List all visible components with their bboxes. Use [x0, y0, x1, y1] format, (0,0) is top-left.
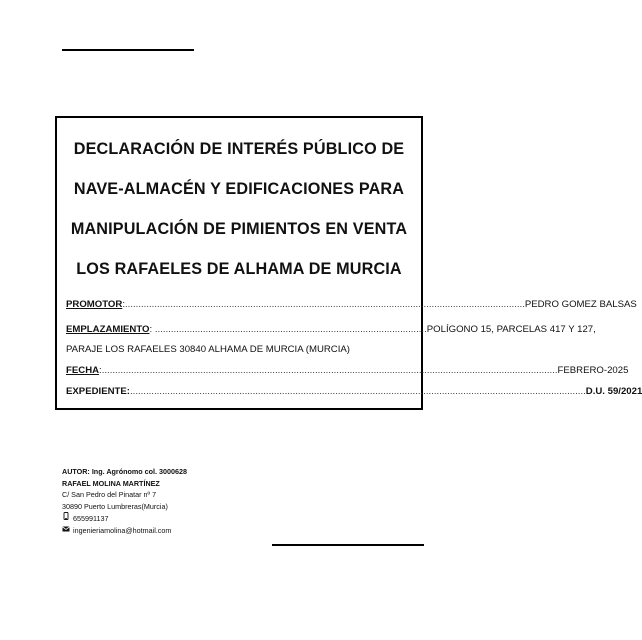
- author-email[interactable]: ingenieriamolina@hotmail.com: [73, 525, 172, 535]
- envelope-icon: [62, 525, 70, 537]
- promotor-field: PROMOTOR : ...................................................................................................................................................... PEDRO GOMEZ BALSAS: [66, 299, 637, 310]
- title-line-2: NAVE-ALMACÉN Y EDIFICACIONES PARA: [73, 180, 405, 198]
- emplazamiento-value: POLÍGONO 15, PARCELAS 417 Y 127,: [426, 324, 596, 335]
- fecha-field: FECHA : ........................................................................................................................................................................... FEBRERO-2025: [66, 365, 629, 376]
- emplazamiento-dots: ......................................................................................................: [154, 324, 427, 335]
- emplazamiento-line-2: PARAJE LOS RAFAELES 30840 ALHAMA DE MURCIA (MURCIA): [66, 344, 350, 355]
- title-line-3: MANIPULACIÓN DE PIMIENTOS EN VENTA: [70, 220, 408, 238]
- top-rule: [62, 49, 194, 51]
- fecha-label: FECHA: [66, 365, 100, 376]
- bottom-rule: [272, 544, 424, 546]
- author-block: [62, 466, 187, 537]
- fecha-dots: ...........................................................................................................................................................................: [101, 365, 558, 376]
- promotor-value: PEDRO GOMEZ BALSAS: [524, 299, 637, 310]
- cover-box: [55, 116, 642, 410]
- fecha-value: FEBRERO-2025: [557, 365, 629, 376]
- promotor-label: PROMOTOR: [66, 299, 123, 310]
- title-line-1: DECLARACIÓN DE INTERÉS PÚBLICO DE: [73, 140, 405, 158]
- author-address: C/ San Pedro del Pinatar nº 7: [62, 490, 157, 500]
- expediente-field: [66, 386, 642, 397]
- author-city: 30890 Puerto Lumbreras(Murcia): [62, 501, 168, 511]
- author-line-1: AUTOR: Ing. Agrónomo col. 3000628: [62, 467, 188, 476]
- author-name: RAFAEL MOLINA MARTÍNEZ: [62, 478, 160, 488]
- title-line-4: LOS RAFAELES DE ALHAMA DE MURCIA: [76, 260, 402, 278]
- emplazamiento-label: EMPLAZAMIENTO: [66, 324, 150, 335]
- expediente-dots: ...........................................................................................................................................................................: [129, 386, 586, 397]
- author-phone-line: [62, 512, 187, 525]
- phone-icon: [62, 512, 70, 525]
- author-email-line: [62, 525, 187, 537]
- expediente-value: D.U. 59/2021: [585, 386, 642, 397]
- expediente-label: EXPEDIENTE:: [66, 386, 130, 397]
- promotor-dots: ......................................................................................................................................................: [125, 299, 525, 310]
- emplazamiento-field: EMPLAZAMIENTO : ...................................................................................................... POLÍGONO 15, PARCELAS 417 Y 127,: [66, 324, 596, 335]
- author-phone: 655991137: [73, 513, 109, 523]
